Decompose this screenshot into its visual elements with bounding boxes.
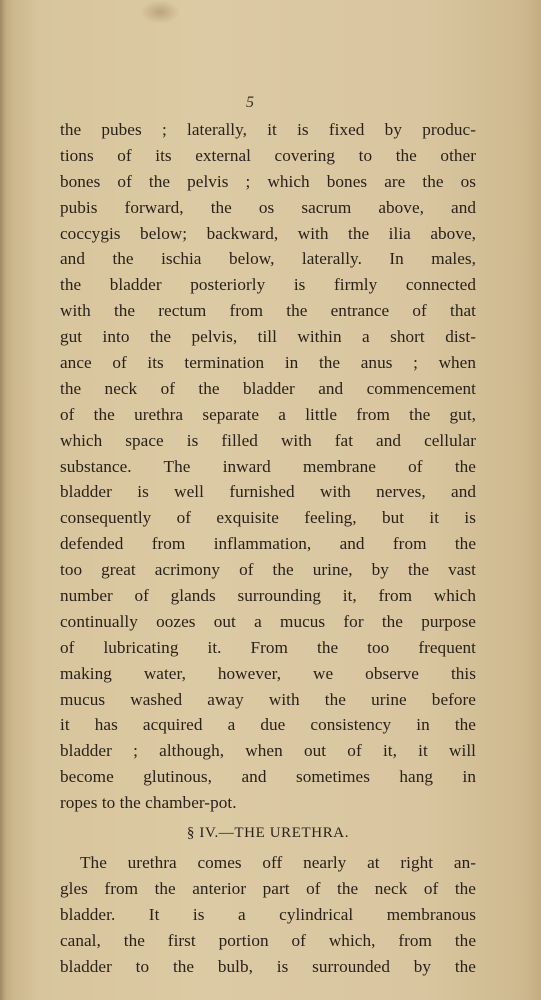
- text-line: mucus washed away with the urine before: [60, 689, 476, 709]
- page-edge-shadow: [0, 0, 6, 1000]
- text-line: tions of its external covering to the other: [60, 145, 476, 165]
- text-line: bladder ; although, when out of it, it will: [60, 741, 476, 761]
- paragraph-urethra: [60, 850, 476, 979]
- text-line: The urethra comes off nearly at right an-: [80, 853, 476, 873]
- text-line: bladder. It is a cylindrical membranous: [60, 904, 476, 924]
- text-line: bones of the pelvis ; which bones are the os: [60, 171, 476, 191]
- text-line: continually oozes out a mucus for the purpose: [60, 611, 476, 631]
- paper-stain: [140, 0, 180, 24]
- section-heading: § IV.—THE URETHRA.: [186, 825, 350, 842]
- text-line: with the rectum from the entrance of that: [60, 301, 476, 321]
- text-line: gles from the anterior part of the neck of the: [60, 878, 476, 898]
- body-text: [60, 117, 476, 980]
- text-line: which space is filled with fat and cellular: [60, 430, 476, 450]
- text-line: it has acquired a due consistency in the: [60, 715, 476, 735]
- text-line: ance of its termination in the anus ; when: [60, 353, 476, 373]
- text-line: become glutinous, and sometimes hang in: [60, 767, 476, 787]
- text-line: of lubricating it. From the too frequent: [60, 637, 476, 657]
- text-line: bladder to the bulb, is surrounded by the: [60, 956, 476, 976]
- text-line: defended from inflammation, and from the: [60, 534, 476, 554]
- text-line: and the ischia below, laterally. In males,: [60, 249, 476, 269]
- text-line: coccygis below; backward, with the ilia above,: [60, 223, 476, 243]
- text-line: pubis forward, the os sacrum above, and: [60, 197, 476, 217]
- text-line: number of glands surrounding it, from which: [60, 586, 476, 606]
- paragraph-bladder: [60, 117, 476, 816]
- text-line: canal, the first portion of which, from the: [60, 930, 476, 950]
- text-line: bladder is well furnished with nerves, and: [60, 482, 476, 502]
- text-line: the bladder posteriorly is firmly connected: [60, 275, 476, 295]
- text-line: the neck of the bladder and commencement: [60, 378, 476, 398]
- text-line: consequently of exquisite feeling, but it is: [60, 508, 476, 528]
- page-number: 5: [246, 94, 254, 111]
- text-line: making water, however, we observe this: [60, 663, 476, 683]
- text-line: ropes to the chamber-pot.: [60, 793, 237, 813]
- text-line: of the urethra separate a little from the gut,: [60, 404, 476, 424]
- text-line: too great acrimony of the urine, by the vast: [60, 560, 476, 580]
- text-line: gut into the pelvis, till within a short dist-: [60, 327, 476, 347]
- text-line: the pubes ; laterally, it is fixed by produc-: [60, 120, 476, 139]
- text-line: substance. The inward membrane of the: [60, 456, 476, 476]
